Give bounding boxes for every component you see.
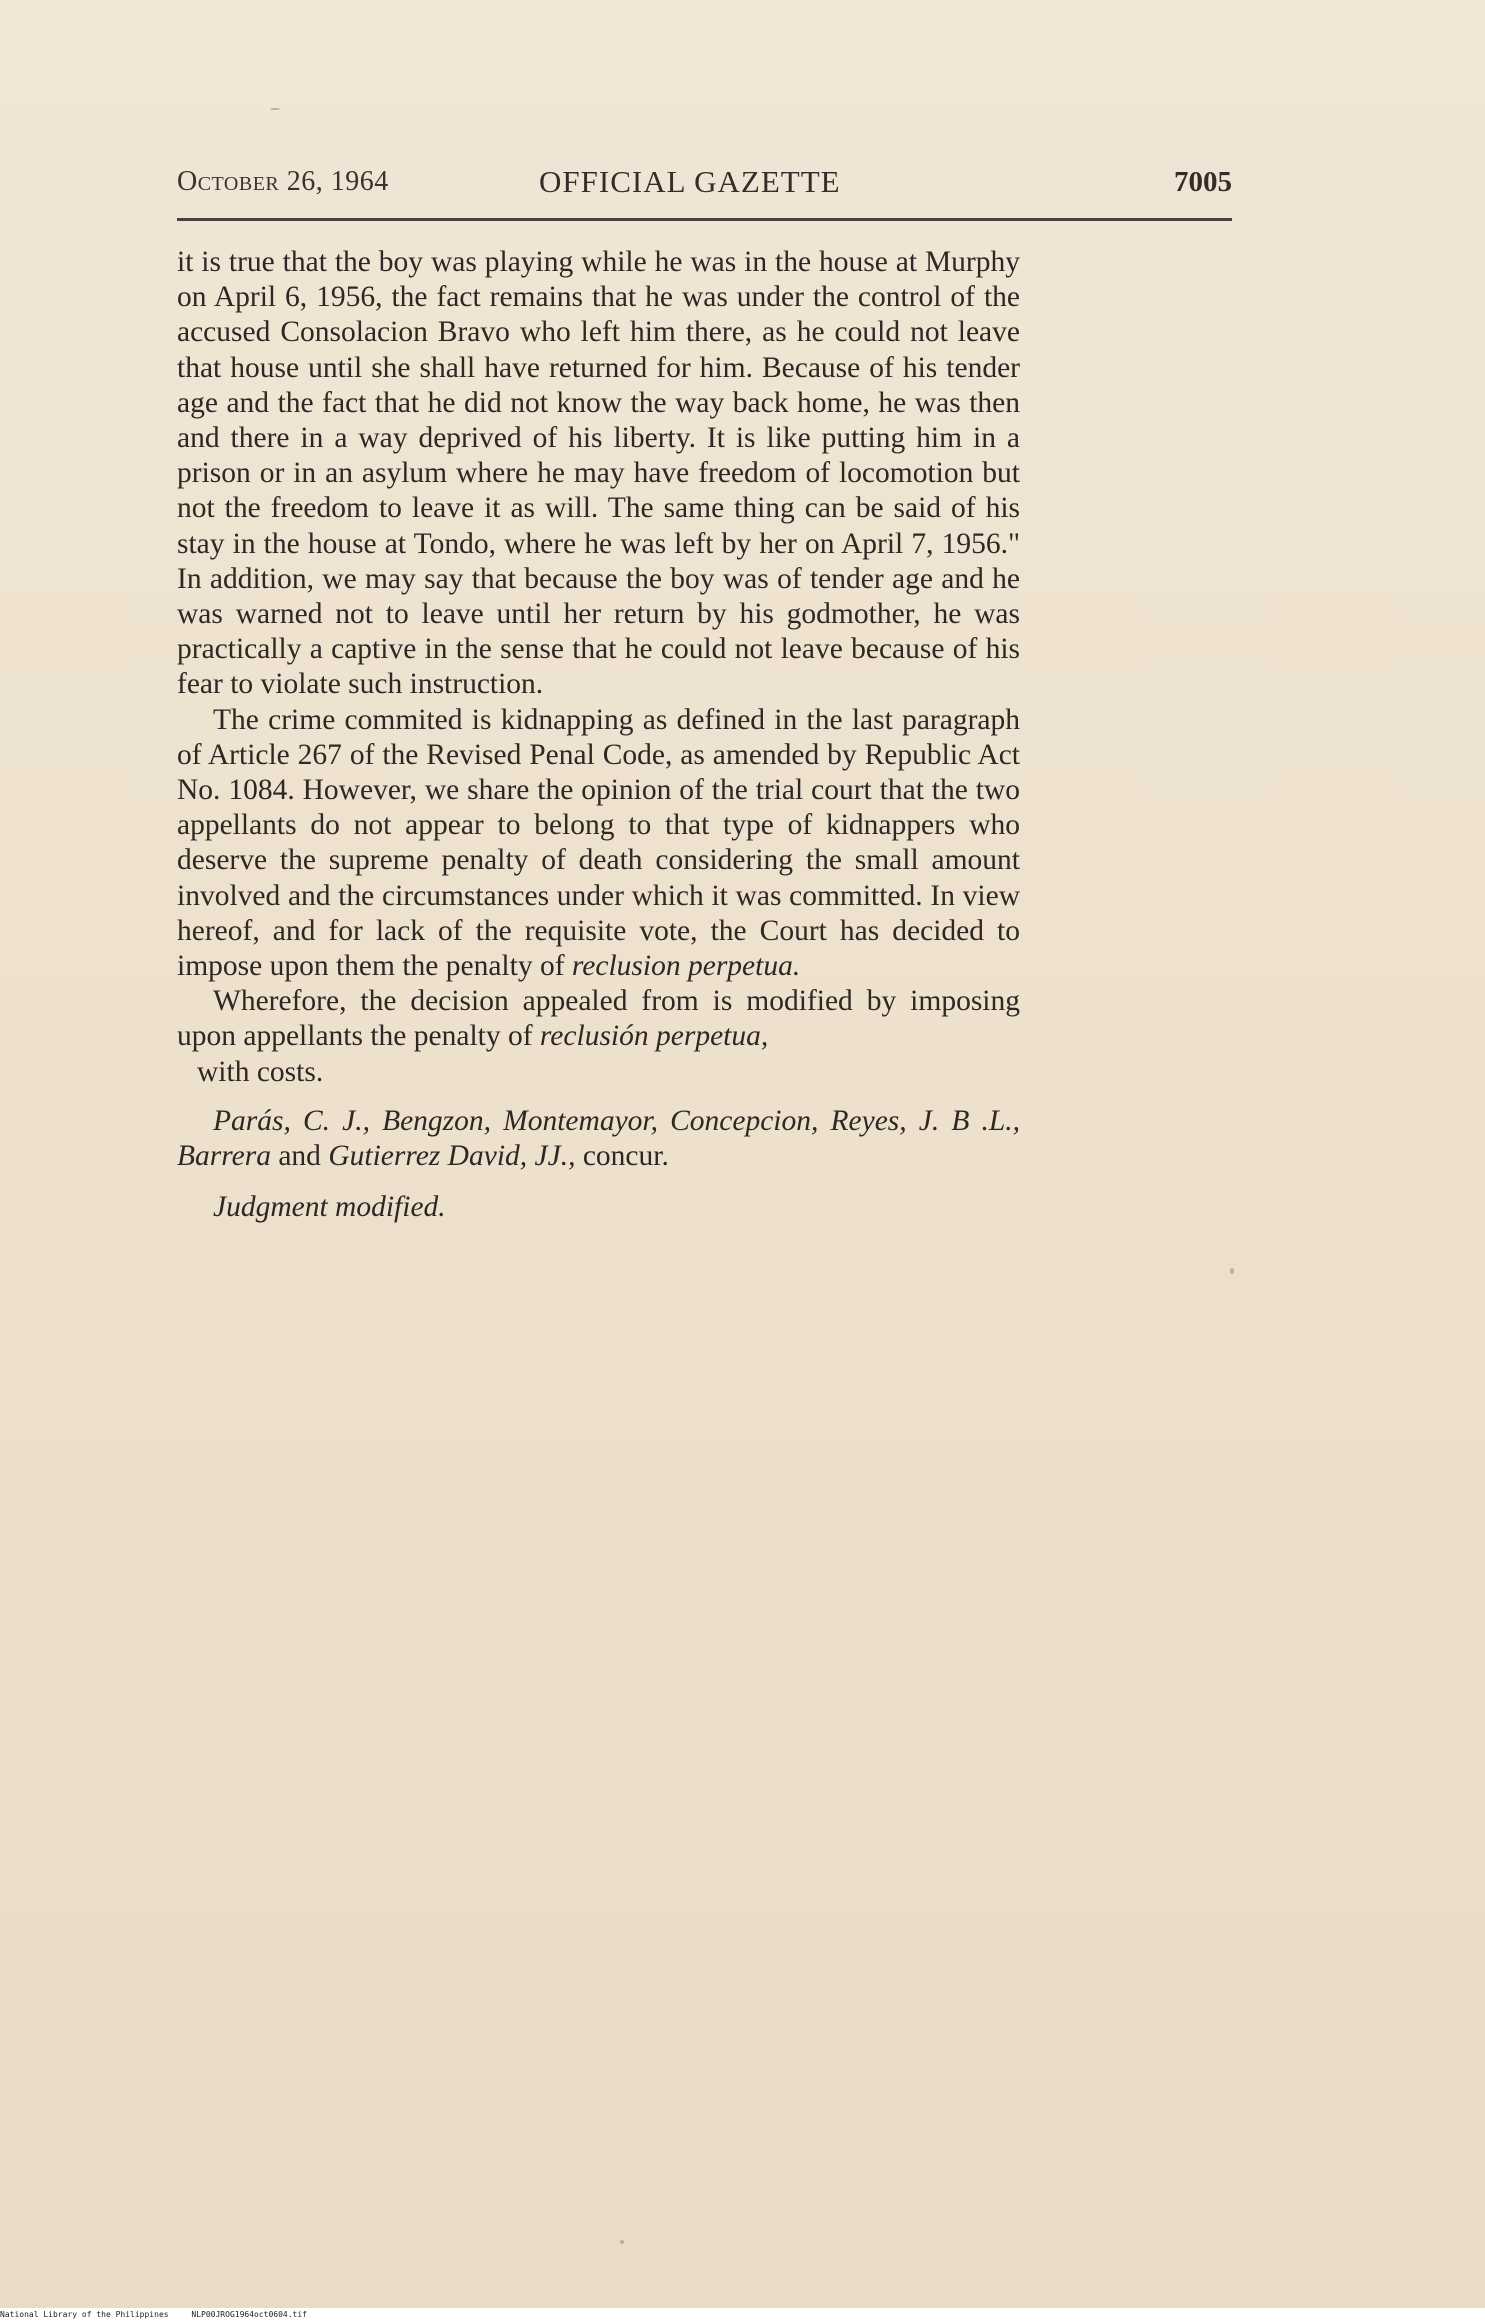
concur-and: and (278, 1140, 321, 1173)
paragraph-wherefore-text: Wherefore, the decision appealed from is modified by imposing upon appellants the penalty of (177, 985, 1020, 1053)
paragraph-crime-text: The crime commited is kidnapping as defined in the last paragraph of Article 267 of the Revised Penal Code, as amended by Republic Act No. 1084. However, we share the opinion of the trial court that the two appellants do not appear to belong to that type of kidnappers who deserve the supreme penalty of death considering the small amount involved and the circumstances under which it was committed. In view hereof, and for lack of the requisite vote, the Court has decided to impose upon them the penalty of (177, 703, 1020, 983)
header-title: OFFICIAL GAZETTE (539, 164, 841, 199)
concurring-justices (177, 1104, 1020, 1174)
paragraph-wherefore (177, 984, 1020, 1054)
paragraph-continued: it is true that the boy was playing while he was in the house at Murphy on April 6, 1956, the fact remains that he was under the control of the accused Consolacion Bravo who left him there, as he could not leave that house until she shall have returned for him. Because of his tender age and the fact that he did not know the way back home, he was then and there in a way deprived of his liberty. It is like putting him in a prison or in an asylum where he may have freedom of locomotion but not the freedom to leave it as will. The same thing can be said of his stay in the house at Tondo, where he was left by her on April 7, 1956." In addition, we may say that because the boy was of tender age and he was warned not to leave until her return by his godmother, he was practically a captive in the sense that he could not leave because of his fear to violate such instruction. (177, 246, 1020, 701)
paragraph-costs: with costs. (197, 1055, 324, 1088)
paragraph-crime-italic: reclusion perpetua. (571, 950, 801, 983)
header-date: October 26, 1964 (177, 166, 389, 197)
header-page-number: 7005 (1174, 166, 1232, 198)
paper-speck (1230, 1268, 1234, 1274)
paragraph-crime (177, 703, 1020, 985)
concur-names-2: Gutierrez David, JJ., (328, 1140, 576, 1173)
judgment-text: Judgment modified. (213, 1191, 446, 1224)
header-rule (177, 218, 1232, 221)
concur-names: Parás, C. J., Bengzon, Montemayor, Concepcion, Reyes, J. B .L., Barrera (177, 1104, 1020, 1173)
paper-speck (620, 2240, 624, 2244)
footer-filename: NLP00JROG1964oct0604.tif (191, 2310, 307, 2319)
paragraph-wherefore-italic: reclusión perpetua, (539, 1020, 769, 1053)
judgment-line (177, 1190, 1020, 1225)
document-body (177, 245, 1020, 1225)
paper-speck (270, 108, 280, 110)
page-header (177, 166, 1232, 210)
footer-library: National Library of the Philippines (0, 2310, 169, 2319)
concur-end: concur. (582, 1140, 669, 1173)
scan-footer (0, 2308, 1485, 2321)
